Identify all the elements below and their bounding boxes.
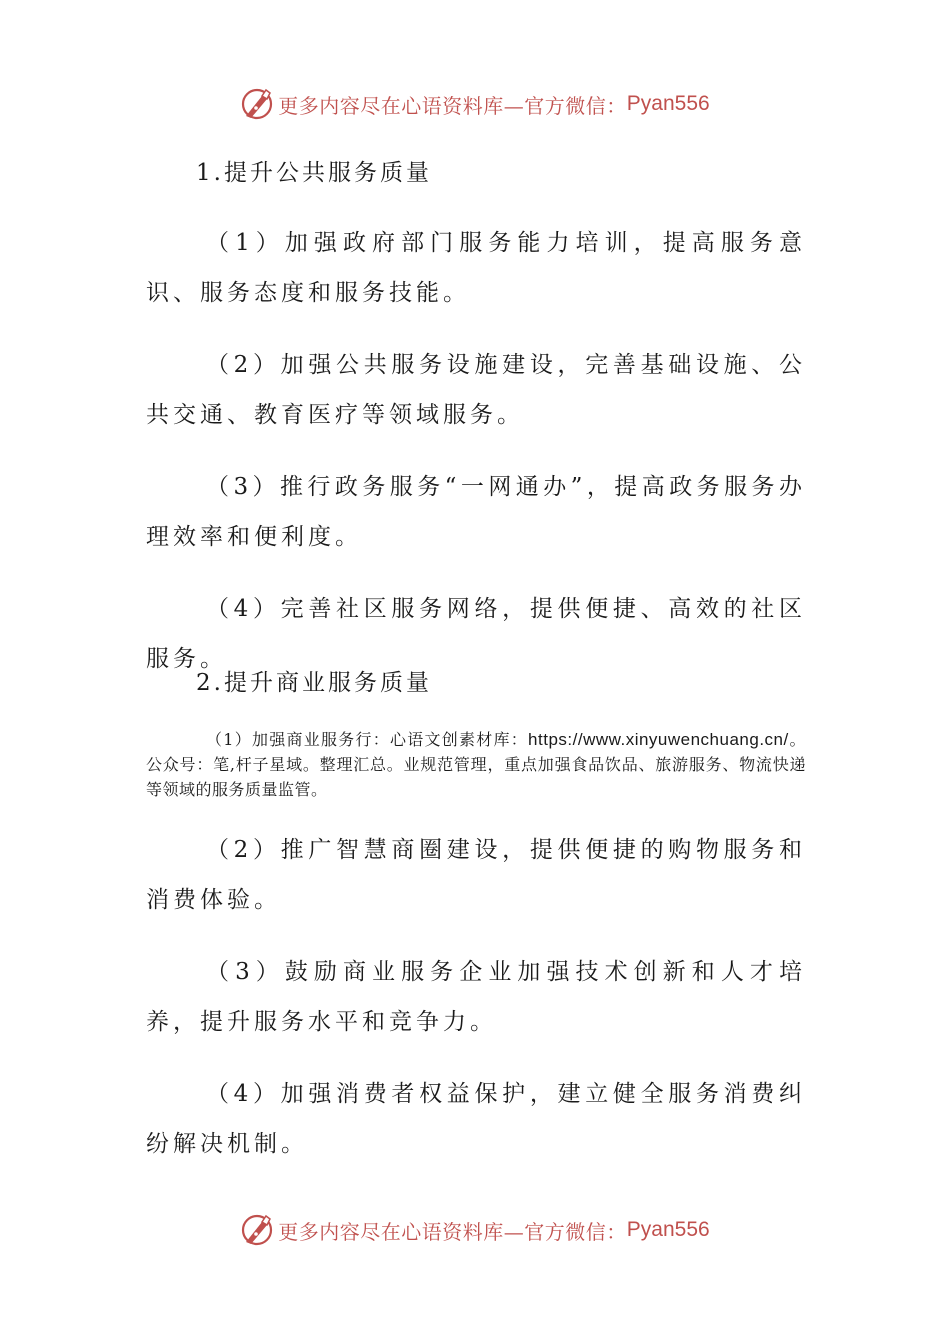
pen-nib-circle-icon (240, 1213, 274, 1247)
paragraph: （1）加强政府部门服务能力培训，提高服务意识、服务态度和服务技能。 (146, 230, 806, 306)
paragraph: （4）完善社区服务网络，提供便捷、高效的社区服务。 (146, 596, 806, 672)
pen-nib-circle-icon (240, 87, 274, 121)
banner-wechat-id: Pyan556 (626, 1218, 710, 1241)
paragraph-suffix: 。公众号：笔,杆子星域。整理汇总。业规范管理，重点加强食品饮品、旅游服务、物流快递等领域的服务质量监管。 (146, 730, 806, 799)
paragraph: （2）加强公共服务设施建设，完善基础设施、公共交通、教育医疗等领域服务。 (146, 352, 806, 428)
section-heading-commercial-service: 2.提升商业服务质量 (196, 670, 432, 696)
banner-text: 更多内容尽在心语资料库—官方微信： (278, 93, 627, 118)
footer-banner (0, 1210, 950, 1250)
paragraph: （3）推行政务服务“一网通办”，提高政务服务办理效率和便利度。 (146, 474, 806, 550)
source-url-link[interactable]: https://www.xinyuwenchuang.cn/ (528, 730, 789, 749)
header-banner (0, 84, 950, 124)
paragraph-prefix: （1）加强商业服务行：心语文创素材库： (206, 730, 529, 749)
paragraph: （3）鼓励商业服务企业加强技术创新和人才培养，提升服务水平和竞争力。 (146, 959, 806, 1035)
paragraph: （4）加强消费者权益保护，建立健全服务消费纠纷解决机制。 (146, 1081, 806, 1157)
paragraph-with-source-link (146, 727, 806, 802)
banner-text: 更多内容尽在心语资料库—官方微信： (278, 1219, 627, 1244)
paragraph: （2）推广智慧商圈建设，提供便捷的购物服务和消费体验。 (146, 837, 806, 913)
banner-wechat-id: Pyan556 (626, 92, 710, 115)
section-heading-public-service: 1.提升公共服务质量 (196, 160, 432, 186)
